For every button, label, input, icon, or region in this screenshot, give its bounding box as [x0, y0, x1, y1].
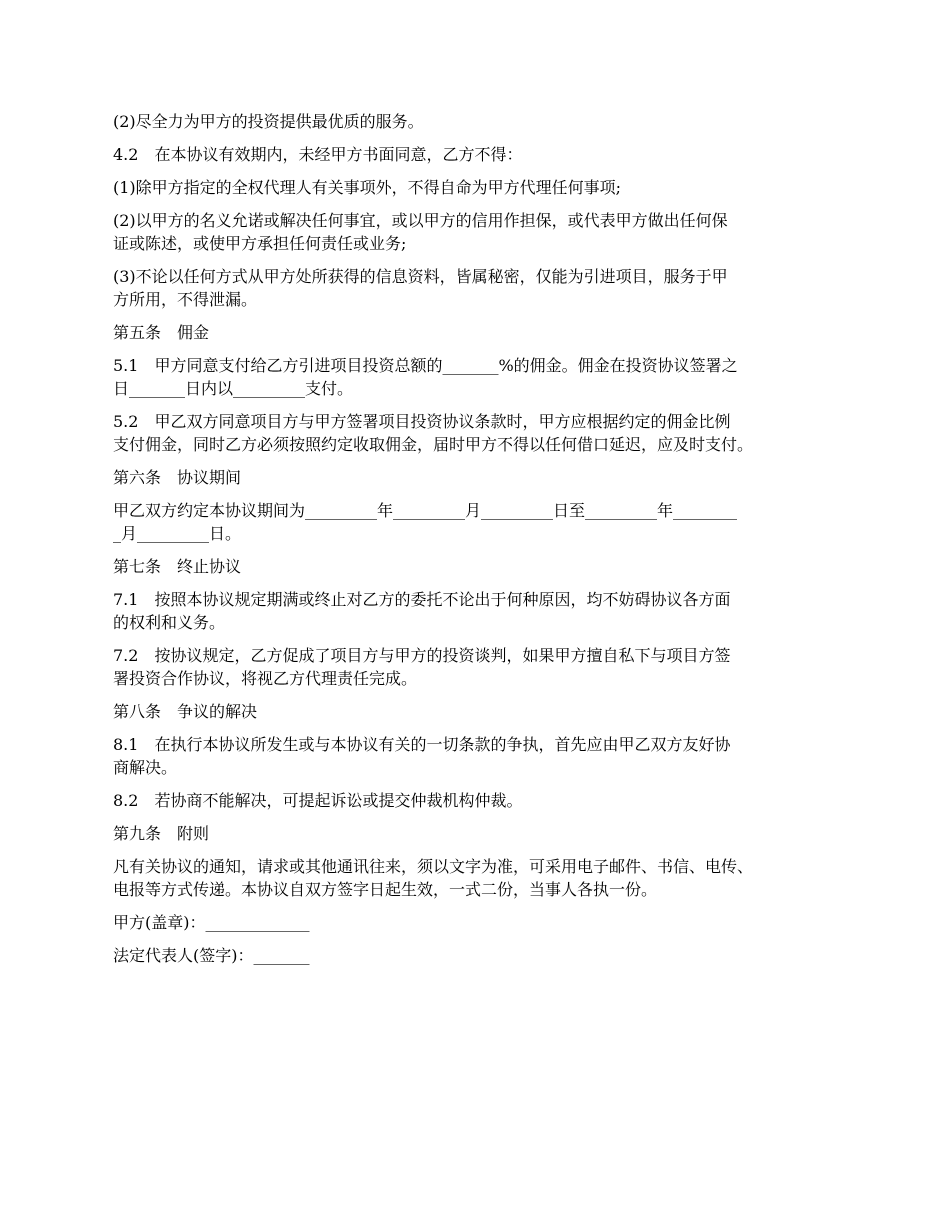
text-line: 第七条 终止协议	[113, 557, 242, 576]
text-line: 方所用，不得泄漏。	[113, 290, 258, 309]
text-line: 甲方(盖章)：_____________	[113, 913, 310, 932]
paragraph	[113, 176, 858, 199]
text-line: _月_________日。	[113, 524, 242, 543]
text-line: 甲乙双方约定本协议期间为_________年_________月_________日至_________年________	[113, 501, 738, 520]
document-page	[113, 110, 858, 977]
text-line: 凡有关协议的通知，请求或其他通讯往来，须以文字为准，可采用电子邮件、书信、电传、	[113, 857, 754, 876]
text-line: 日_______日内以_________支付。	[113, 379, 354, 398]
paragraph	[113, 911, 858, 934]
paragraph	[113, 789, 858, 812]
text-line: 7.2 按协议规定，乙方促成了项目方与甲方的投资谈判，如果甲方擅自私下与项目方签	[113, 646, 731, 665]
text-line: (1)除甲方指定的全权代理人有关事项外，不得自命为甲方代理任何事项;	[113, 178, 622, 197]
paragraph	[113, 944, 858, 967]
text-line: 第五条 佣金	[113, 323, 210, 342]
paragraph	[113, 733, 858, 779]
text-line: 第六条 协议期间	[113, 468, 242, 487]
text-line: 4.2 在本协议有效期内，未经甲方书面同意，乙方不得：	[113, 145, 523, 164]
paragraph	[113, 499, 858, 545]
section-heading	[113, 466, 858, 489]
paragraph	[113, 588, 858, 634]
text-line: 商解决。	[113, 758, 178, 777]
text-line: 署投资合作协议，将视乙方代理责任完成。	[113, 669, 418, 688]
paragraph	[113, 209, 858, 255]
paragraph	[113, 354, 858, 400]
paragraph	[113, 410, 858, 456]
text-line: (2)以甲方的名义允诺或解决任何事宜，或以甲方的信用作担保，或代表甲方做出任何保	[113, 211, 728, 230]
text-line: 电报等方式传递。本协议自双方签字日起生效，一式二份，当事人各执一份。	[113, 880, 658, 899]
text-line: 法定代表人(签字)：_______	[113, 946, 310, 965]
paragraph	[113, 265, 858, 311]
section-heading	[113, 321, 858, 344]
text-line: 5.2 甲乙双方同意项目方与甲方签署项目投资协议条款时，甲方应根据约定的佣金比例	[113, 412, 731, 431]
text-line: 的权利和义务。	[113, 613, 226, 632]
text-line: 7.1 按照本协议规定期满或终止对乙方的委托不论出于何种原因，均不妨碍协议各方面	[113, 590, 731, 609]
text-line: 8.1 在执行本协议所发生或与本协议有关的一切条款的争执，首先应由甲乙双方友好协	[113, 735, 731, 754]
text-line: 8.2 若协商不能解决，可提起诉讼或提交仲裁机构仲裁。	[113, 791, 523, 810]
section-heading	[113, 700, 858, 723]
text-line: 第八条 争议的解决	[113, 702, 258, 721]
section-heading	[113, 555, 858, 578]
paragraph	[113, 110, 858, 133]
text-line: (2)尽全力为甲方的投资提供最优质的服务。	[113, 112, 424, 131]
paragraph	[113, 644, 858, 690]
section-heading	[113, 822, 858, 845]
paragraph	[113, 143, 858, 166]
text-line: 5.1 甲方同意支付给乙方引进项目投资总额的_______%的佣金。佣金在投资协议签署之	[113, 356, 738, 375]
paragraph	[113, 855, 858, 901]
text-line: (3)不论以任何方式从甲方处所获得的信息资料，皆属秘密，仅能为引进项目，服务于甲	[113, 267, 728, 286]
text-line: 第九条 附则	[113, 824, 210, 843]
text-line: 证或陈述，或使甲方承担任何责任或业务;	[113, 234, 407, 253]
text-line: 支付佣金，同时乙方必须按照约定收取佣金，届时甲方不得以任何借口延迟，应及时支付。	[113, 435, 754, 454]
